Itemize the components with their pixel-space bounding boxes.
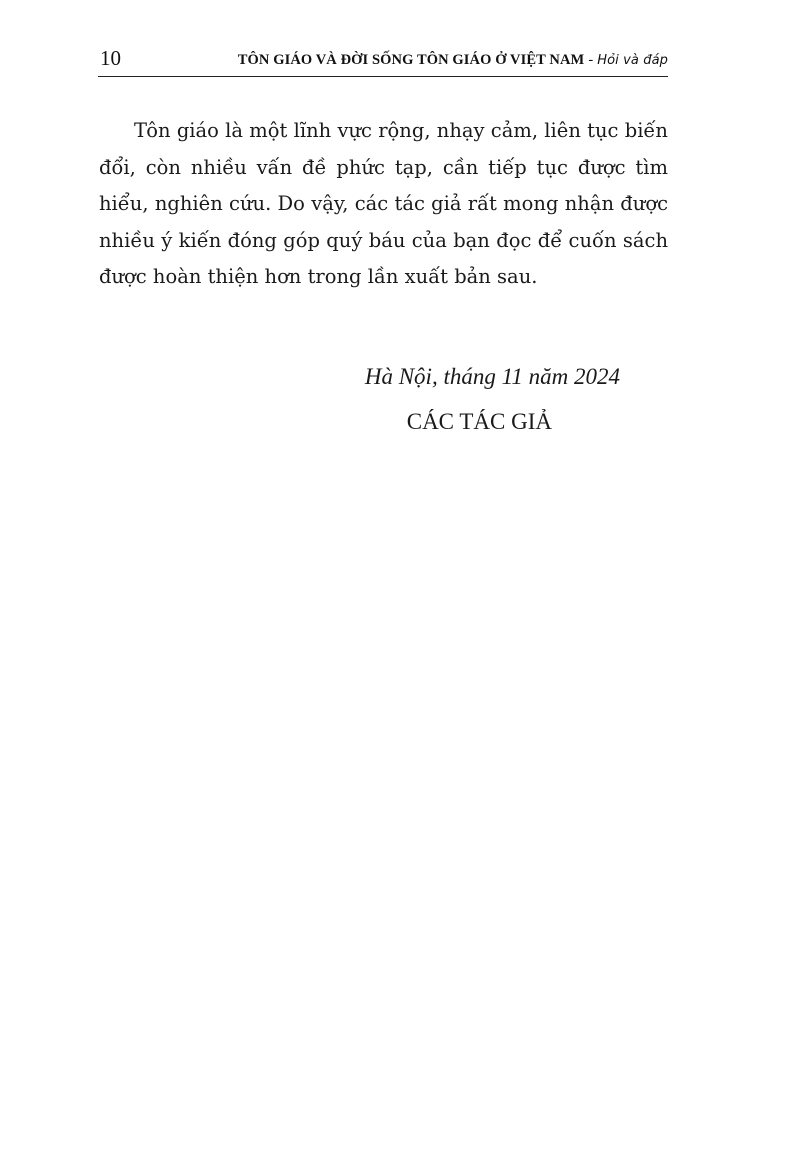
signature-authors: CÁC TÁC GIẢ [406, 409, 552, 434]
body-paragraph: Tôn giáo là một lĩnh vực rộng, nhạy cảm, liên tục biến đổi, còn nhiều vấn đề phức tạp, cần tiếp tục được tìm hiểu, nghiên cứu. Do vậy, các tác giả rất mong nhận được nhiều ý kiến đóng góp quý báu của bạn đọc để cuốn sách được hoàn thiện hơn trong lần xuất bản sau. [99, 119, 668, 288]
header-title [238, 52, 668, 69]
header-separator: - [588, 52, 594, 68]
book-subtitle: Hỏi và đáp [597, 53, 668, 68]
page-number: 10 [100, 46, 121, 70]
book-title: TÔN GIÁO VÀ ĐỜI SỐNG TÔN GIÁO Ở VIỆT NAM [237, 52, 585, 68]
signature-place-date: Hà Nội, tháng 11 năm 2024 [364, 364, 620, 389]
running-header [98, 44, 668, 77]
